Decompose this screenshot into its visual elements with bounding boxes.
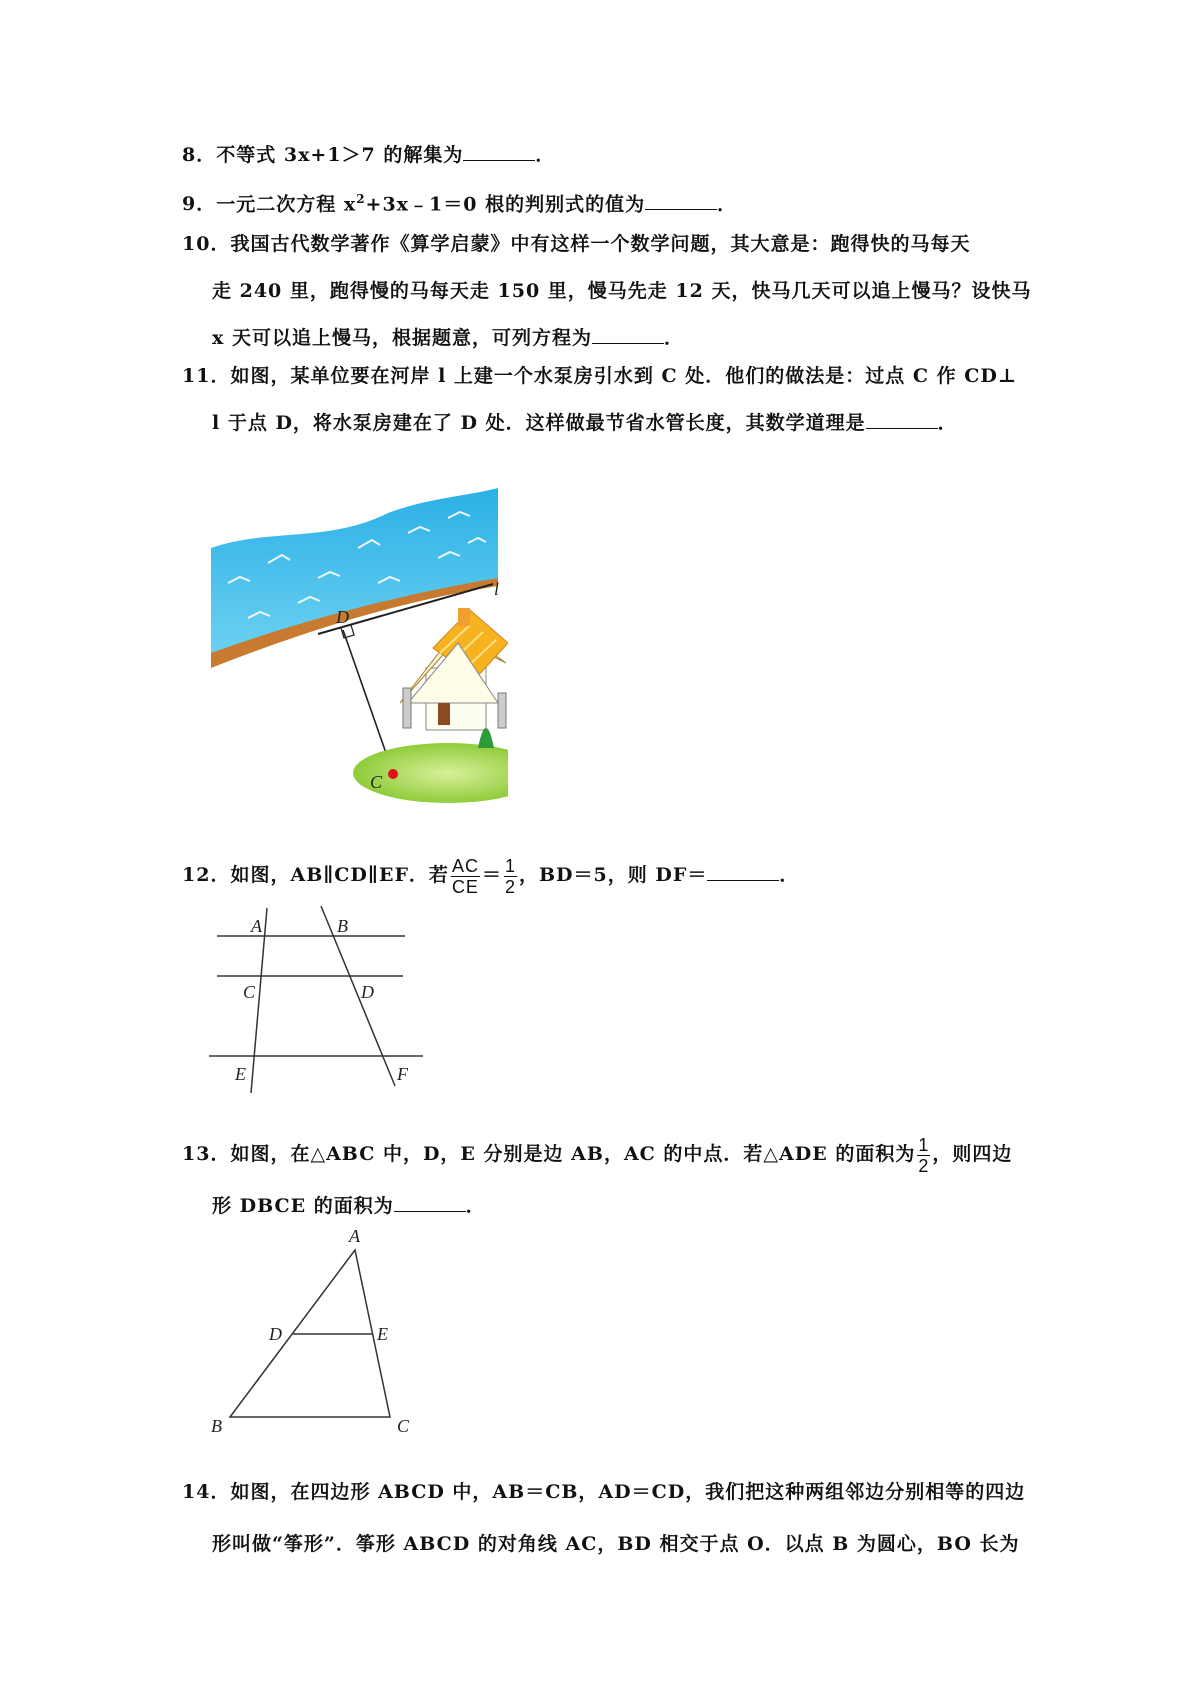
question-number: 11．	[182, 365, 231, 387]
question-12: 12．如图，AB∥CD∥EF．若 $\frac{AC}{CE}$ ＝ $\frac{1}{2}$ ，BD＝5，则 DF＝ ．	[182, 850, 1042, 900]
figure-river-house	[208, 488, 508, 818]
answer-blank[interactable]	[707, 860, 779, 881]
label-d: D	[361, 982, 374, 1002]
question-number: 8．	[182, 144, 217, 166]
label-a: A	[349, 1226, 360, 1246]
label-l: l	[494, 579, 500, 599]
answer-blank[interactable]	[394, 1191, 466, 1212]
label-d: D	[269, 1324, 282, 1344]
question-8: 8．不等式 3x+1＞7 的解集为 ．	[182, 132, 1042, 179]
question-13: 13．如图，在△ABC 中，D，E 分别是边 AB，AC 的中点．若△ADE 的面积为 $\frac{1}{2}$ ，则四边 形 DBCE 的面积为 ．	[182, 1128, 1042, 1232]
question-number: 12．	[182, 864, 231, 886]
transversal-right	[321, 906, 395, 1086]
fraction-one-half: $\frac{1}{2}$	[918, 1134, 930, 1176]
question-number: 10．	[182, 233, 231, 255]
label-f: F	[397, 1064, 408, 1084]
label-b: B	[337, 916, 348, 936]
question-number: 14．	[182, 1481, 231, 1503]
answer-blank[interactable]	[866, 408, 938, 429]
question-text: 不等式 3x+1＞7 的解集为	[216, 144, 464, 166]
label-d: D	[336, 607, 349, 627]
figure-parallel-lines	[205, 898, 435, 1098]
figure-triangle	[205, 1222, 430, 1442]
question-number: 13．	[182, 1143, 231, 1165]
label-a: A	[251, 916, 262, 936]
fraction-one-half: $\frac{1}{2}$	[504, 855, 516, 897]
house	[400, 608, 508, 748]
answer-blank[interactable]	[645, 189, 717, 210]
answer-blank[interactable]	[592, 323, 664, 344]
question-14: 14．如图，在四边形 ABCD 中，AB＝CB，AD＝CD，我们把这种两组邻边分别相等的四边 形叫做“筝形”．筝形 ABCD 的对角线 AC，BD 相交于点 O．以点 B 为圆心，BO 长为	[182, 1466, 1042, 1570]
question-10: 10．我国古代数学著作《算学启蒙》中有这样一个数学问题，其大意是：跑得快的马每天 走 240 里，跑得慢的马每天走 150 里，慢马先走 12 天，快马几天可以追上慢马？设快马 x 天可以追上慢马，根据题意，可列方程为 ．	[182, 221, 1042, 362]
label-c: C	[370, 772, 383, 792]
point-c-marker	[388, 769, 398, 779]
label-e: E	[377, 1324, 388, 1344]
label-c: C	[243, 982, 256, 1002]
question-9: 9．一元二次方程 $x^2+3x﹣1=0$ 根的判别式的值为 ．	[182, 176, 1042, 228]
question-11: 11．如图，某单位要在河岸 l 上建一个水泵房引水到 C 处．他们的做法是：过点 C 作 CD⊥ l 于点 D，将水泵房建在了 D 处．这样做最节省水管长度，其数学道理是 ．	[182, 353, 1042, 447]
fraction-ac-ce: $\frac{AC}{CE}$	[451, 855, 479, 897]
label-b: B	[211, 1416, 222, 1436]
label-c: C	[397, 1416, 410, 1436]
answer-blank[interactable]	[463, 140, 535, 161]
question-number: 9．	[182, 193, 217, 216]
label-e: E	[235, 1064, 246, 1084]
